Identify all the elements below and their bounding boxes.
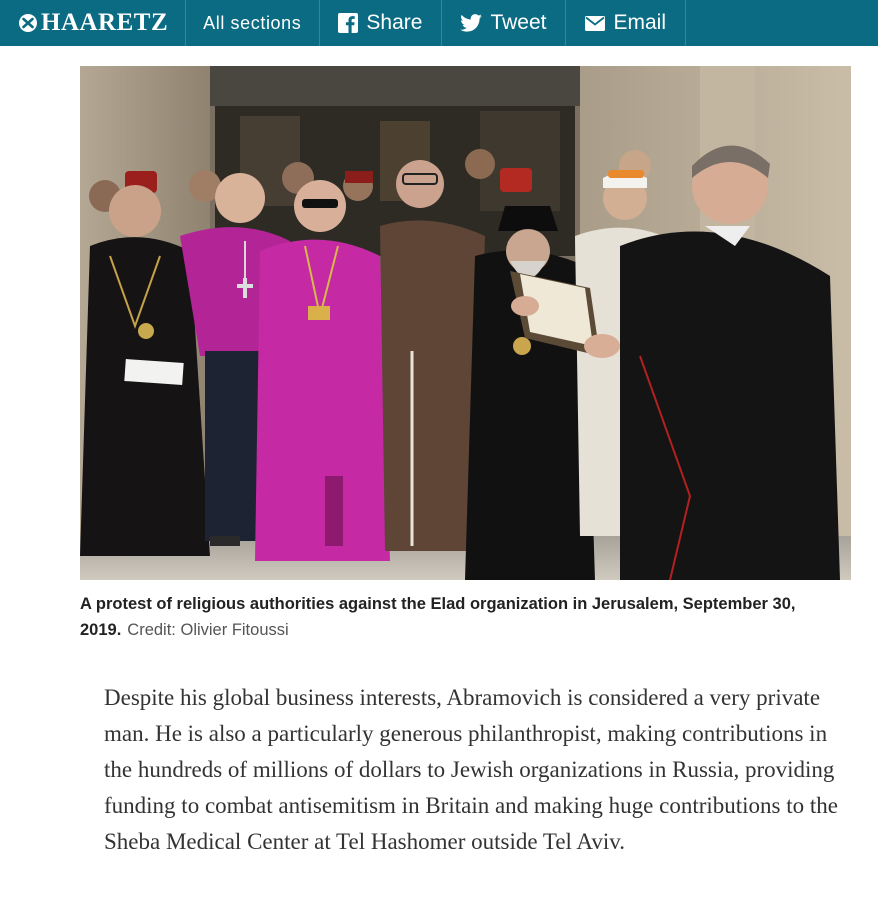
caption-text: A protest of religious authorities against the Elad organization in Jerusalem, September 30, 2019. bbox=[80, 595, 796, 639]
tweet-label: Tweet bbox=[490, 11, 547, 34]
all-sections-label: All sections bbox=[203, 12, 302, 33]
email-button[interactable] bbox=[565, 0, 686, 46]
twitter-icon bbox=[460, 14, 482, 32]
email-label: Email bbox=[613, 11, 666, 34]
photo-caption bbox=[80, 591, 850, 643]
share-button[interactable] bbox=[319, 0, 441, 46]
article-photo bbox=[80, 66, 851, 580]
share-label: Share bbox=[366, 11, 423, 34]
all-sections-button[interactable] bbox=[185, 0, 319, 46]
haaretz-logo[interactable] bbox=[0, 0, 168, 46]
envelope-icon bbox=[585, 16, 605, 31]
article-paragraph: Despite his global business interests, Abramovich is considered a very private man. He is also a particularly generous philanthropist, making contributions in the hundreds of millions of dollars to Jewish organizations in Russia, providing funding to combat antisemitism in Britain and making huge contributions to the Sheba Medical Center at Tel Hashomer outside Tel Aviv. bbox=[104, 685, 838, 854]
protest-photo-illustration bbox=[80, 66, 851, 580]
tweet-button[interactable] bbox=[441, 0, 565, 46]
facebook-icon bbox=[338, 13, 358, 33]
haaretz-logo-icon bbox=[18, 13, 38, 33]
top-navigation-bar bbox=[0, 0, 878, 46]
brand-name: HAARETZ bbox=[41, 9, 169, 36]
photo-credit: Credit: Olivier Fitoussi bbox=[127, 621, 289, 639]
